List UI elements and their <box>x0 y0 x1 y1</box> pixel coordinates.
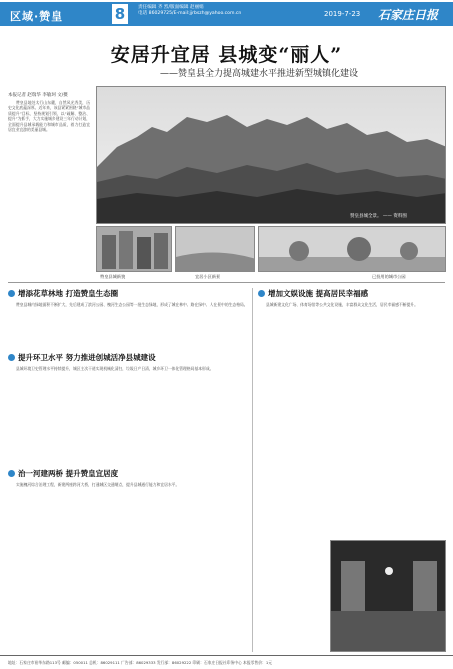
bullet-icon <box>8 354 15 361</box>
lead-paragraph: 赞皇县地处太行山东麓，自然风光秀美，历史文化底蕴深厚。近年来，该县紧紧围绕“城市品质提升”目标，坚持规划引领，以“疏解、整治、提升”为抓手，大力实施城乡建设三年行动计划，全面提升县城承载能力和城市品质，着力打造宜居宜业宜游的美丽县城。 <box>8 100 90 133</box>
bullet-icon <box>258 290 265 297</box>
section-header-4 <box>258 288 446 299</box>
headline-title: 安居升宜居 县城变“丽人” <box>110 44 343 66</box>
section-paragraph: 实施槐河综合治理工程，新建两座跨河大桥，打通城区交通堵点，提升县城通行能力和宜居水平。 <box>16 482 180 487</box>
editor-line: 电话 86029725/E-mail:jjrbszh@yahoo.com.cn <box>138 11 242 16</box>
section-header-3 <box>8 468 248 479</box>
section-paragraph: 赞皇县城内绿地面积不断扩大，先后建成了滨河公园、槐河生态公园等一批生态绿地，形成了城在林中、路在绿中、人在景中的生态格局。 <box>16 302 248 307</box>
river-caption: 宜居小区新景 <box>195 274 221 279</box>
park-caption: 已投用的城市公园 <box>372 274 406 279</box>
section-title: 增添花草林地 打造赞皇生态圈 <box>18 289 119 298</box>
section-name: 区域·赞皇 <box>10 10 64 23</box>
main-photo-mountains <box>96 86 446 224</box>
section-header-1 <box>8 288 248 299</box>
bullet-icon <box>8 470 15 477</box>
river-image <box>176 227 255 272</box>
section-text-4 <box>258 302 446 498</box>
page-footer: 地址：石家庄市裕华东路113号 邮编：050011 总机：86029111 广告部：86029333 发行部：86029222 印刷：石家庄日报社印务中心 本报零售价：1元 <box>0 655 453 669</box>
byline: 本报记者 赵瑞华 李敏珂 文/摄 <box>8 93 68 98</box>
photo-night-street <box>330 540 446 652</box>
main-photo-caption: 赞皇县城全景。 —— 资料图 <box>350 214 407 219</box>
section-text-1 <box>8 302 248 348</box>
section-title: 增加文娱设施 提高居民幸福感 <box>268 289 369 298</box>
bullet-icon <box>8 290 15 297</box>
editor-info <box>138 5 288 17</box>
photo-park <box>258 226 446 272</box>
section-header-2 <box>8 352 248 363</box>
section-text-3 <box>8 482 248 652</box>
section-text-2 <box>8 366 248 466</box>
section-title: 治一河建两桥 提升赞皇宜居度 <box>18 469 119 478</box>
mountain-landscape-image <box>97 87 446 224</box>
park-image <box>259 227 446 272</box>
section-title: 提升环卫水平 努力推进创城活净县城建设 <box>18 353 156 362</box>
section-paragraph: 县城新建文化广场、体育场馆等公共文化设施，丰富群众文化生活，居民幸福感不断提升。 <box>266 302 418 307</box>
headline-subtitle: ——赞皇县全力提高城建水平推进新型城镇化建设 <box>160 69 359 79</box>
residential-caption: 赞皇县城新貌 <box>100 274 126 279</box>
photo-residential <box>96 226 172 272</box>
editor-line: 责任编辑 齐 烈/版面编辑 赵丽娟 <box>138 5 204 10</box>
masthead <box>0 0 453 30</box>
issue-date: 2019-7-23 <box>324 10 361 18</box>
night-street-image <box>331 541 446 652</box>
divider <box>8 282 445 283</box>
residential-image <box>97 227 172 272</box>
section-paragraph: 县城环境卫史管理水平持续提升，城区主次干道实现机械化清扫，垃圾日产日清，城乡环卫一体化管理格局基本形成。 <box>16 366 214 371</box>
newspaper-logo: 石家庄日报 <box>378 8 439 22</box>
page-number: 8 <box>112 4 128 24</box>
photo-river <box>175 226 255 272</box>
lead-text-column <box>8 100 90 224</box>
column-divider <box>252 288 253 652</box>
